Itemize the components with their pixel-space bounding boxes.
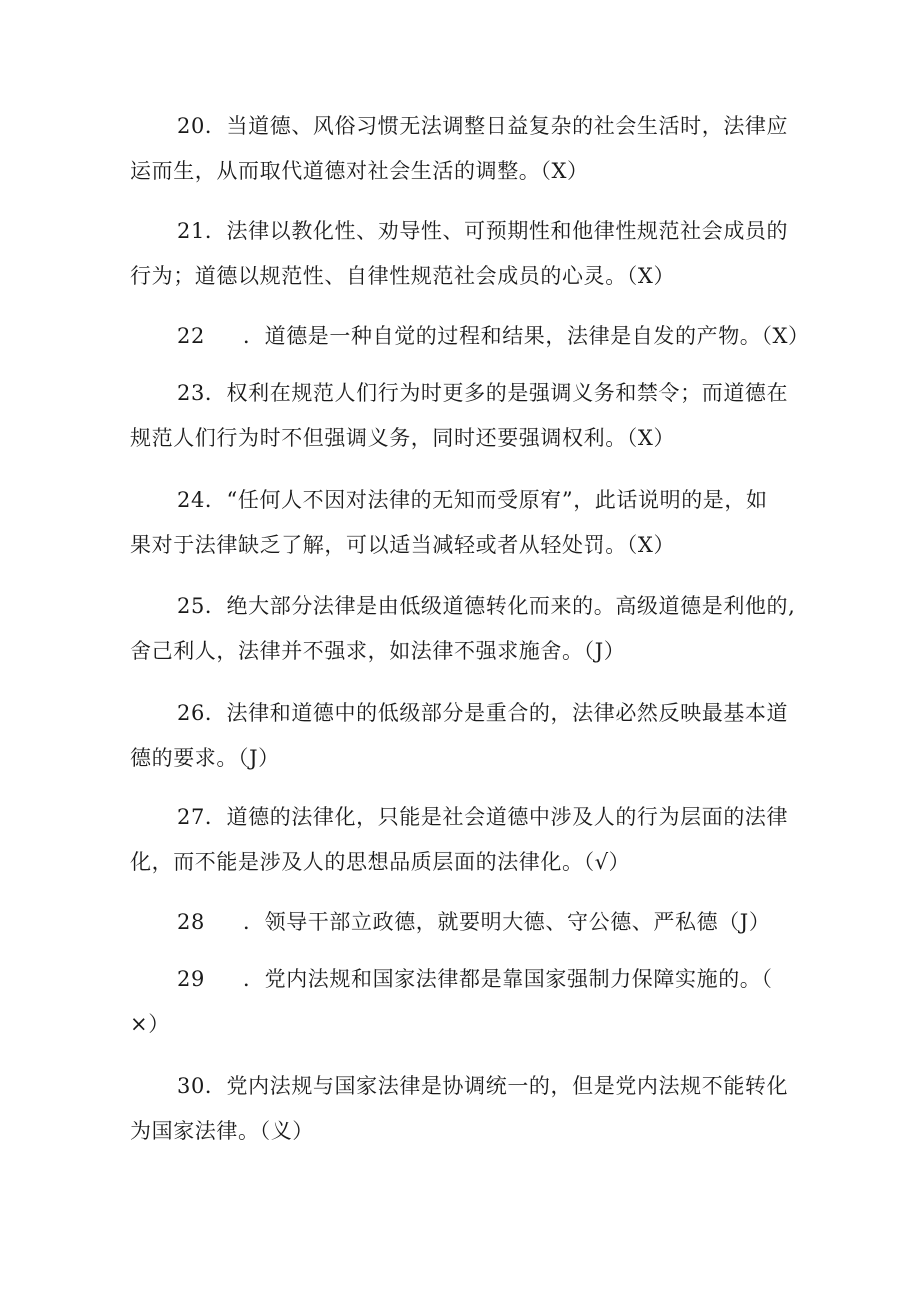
question-28 (130, 900, 790, 945)
question-line (130, 209, 790, 254)
question-line (130, 795, 790, 840)
question-line: 化，而不能是涉及人的思想品质层面的法律化。（√） (130, 850, 631, 874)
question-number: 28 (177, 910, 205, 934)
question-text: ．道德是一种自觉的过程和结果，法律是自发的产物。（X） (243, 324, 810, 348)
question-line: 舍己利人，法律并不强求，如法律不强求施舍。（J） (130, 639, 626, 663)
question-text: ．领导干部立政德，就要明大德、守公德、严私德（J） (243, 910, 771, 934)
question-number: 27 (177, 805, 205, 829)
question-line: 果对于法律缺乏了解，可以适当减轻或者从轻处罚。（X） (130, 533, 676, 557)
question-29 (130, 957, 790, 1047)
question-line: 德的要求。（J） (130, 746, 280, 770)
question-text: ．党内法规与国家法律是协调统一的，但是党内法规不能转化 (204, 1074, 789, 1098)
question-line: 运而生，从而取代道德对社会生活的调整。（X） (130, 159, 589, 183)
question-number: 22 (177, 324, 205, 348)
question-line (130, 1064, 790, 1109)
question-number: 29 (177, 967, 205, 991)
question-line (130, 478, 790, 523)
question-line (130, 314, 810, 359)
question-22 (130, 314, 810, 359)
question-21 (130, 209, 790, 299)
question-text: ．道德的法律化，只能是社会道德中涉及人的行为层面的法律 (204, 805, 789, 829)
question-text: ．“任何人不因对法律的无知而受原宥”，此话说明的是，如 (204, 488, 768, 512)
question-27 (130, 795, 790, 885)
question-number: 26 (177, 701, 205, 725)
question-23 (130, 371, 790, 461)
question-number: 23 (177, 381, 205, 405)
question-30 (130, 1064, 790, 1154)
question-text: ．当道德、风俗习惯无法调整日益复杂的社会生活时，法律应 (204, 114, 789, 138)
question-line (130, 371, 790, 416)
question-line: 行为；道德以规范性、自律性规范社会成员的心灵。（X） (130, 264, 676, 288)
question-line (130, 104, 790, 149)
question-25 (130, 584, 796, 674)
question-number: 25 (177, 594, 205, 618)
question-line: 为国家法律。（义） (130, 1119, 314, 1143)
question-26 (130, 691, 790, 781)
question-line (130, 957, 790, 1002)
question-number: 21 (177, 219, 205, 243)
question-line: 规范人们行为时不但强调义务，同时还要强调权利。（X） (130, 426, 676, 450)
question-line (130, 691, 790, 736)
question-20 (130, 104, 790, 194)
question-text: ．法律和道德中的低级部分是重合的，法律必然反映最基本道 (204, 701, 789, 725)
question-line (130, 584, 796, 629)
question-line (130, 900, 790, 945)
question-text: ．法律以教化性、劝导性、可预期性和他律性规范社会成员的 (204, 219, 789, 243)
question-number: 24 (177, 488, 205, 512)
question-text: ．党内法规和国家法律都是靠国家强制力保障实施的。（ (243, 967, 773, 991)
question-text: ．权利在规范人们行为时更多的是强调义务和禁令；而道德在 (204, 381, 789, 405)
question-24 (130, 478, 790, 568)
question-number: 30 (177, 1074, 205, 1098)
question-line: ×） (130, 1012, 170, 1036)
question-number: 20 (177, 114, 205, 138)
question-text: ．绝大部分法律是由低级道德转化而来的。高级道德是利他的, (204, 594, 796, 618)
